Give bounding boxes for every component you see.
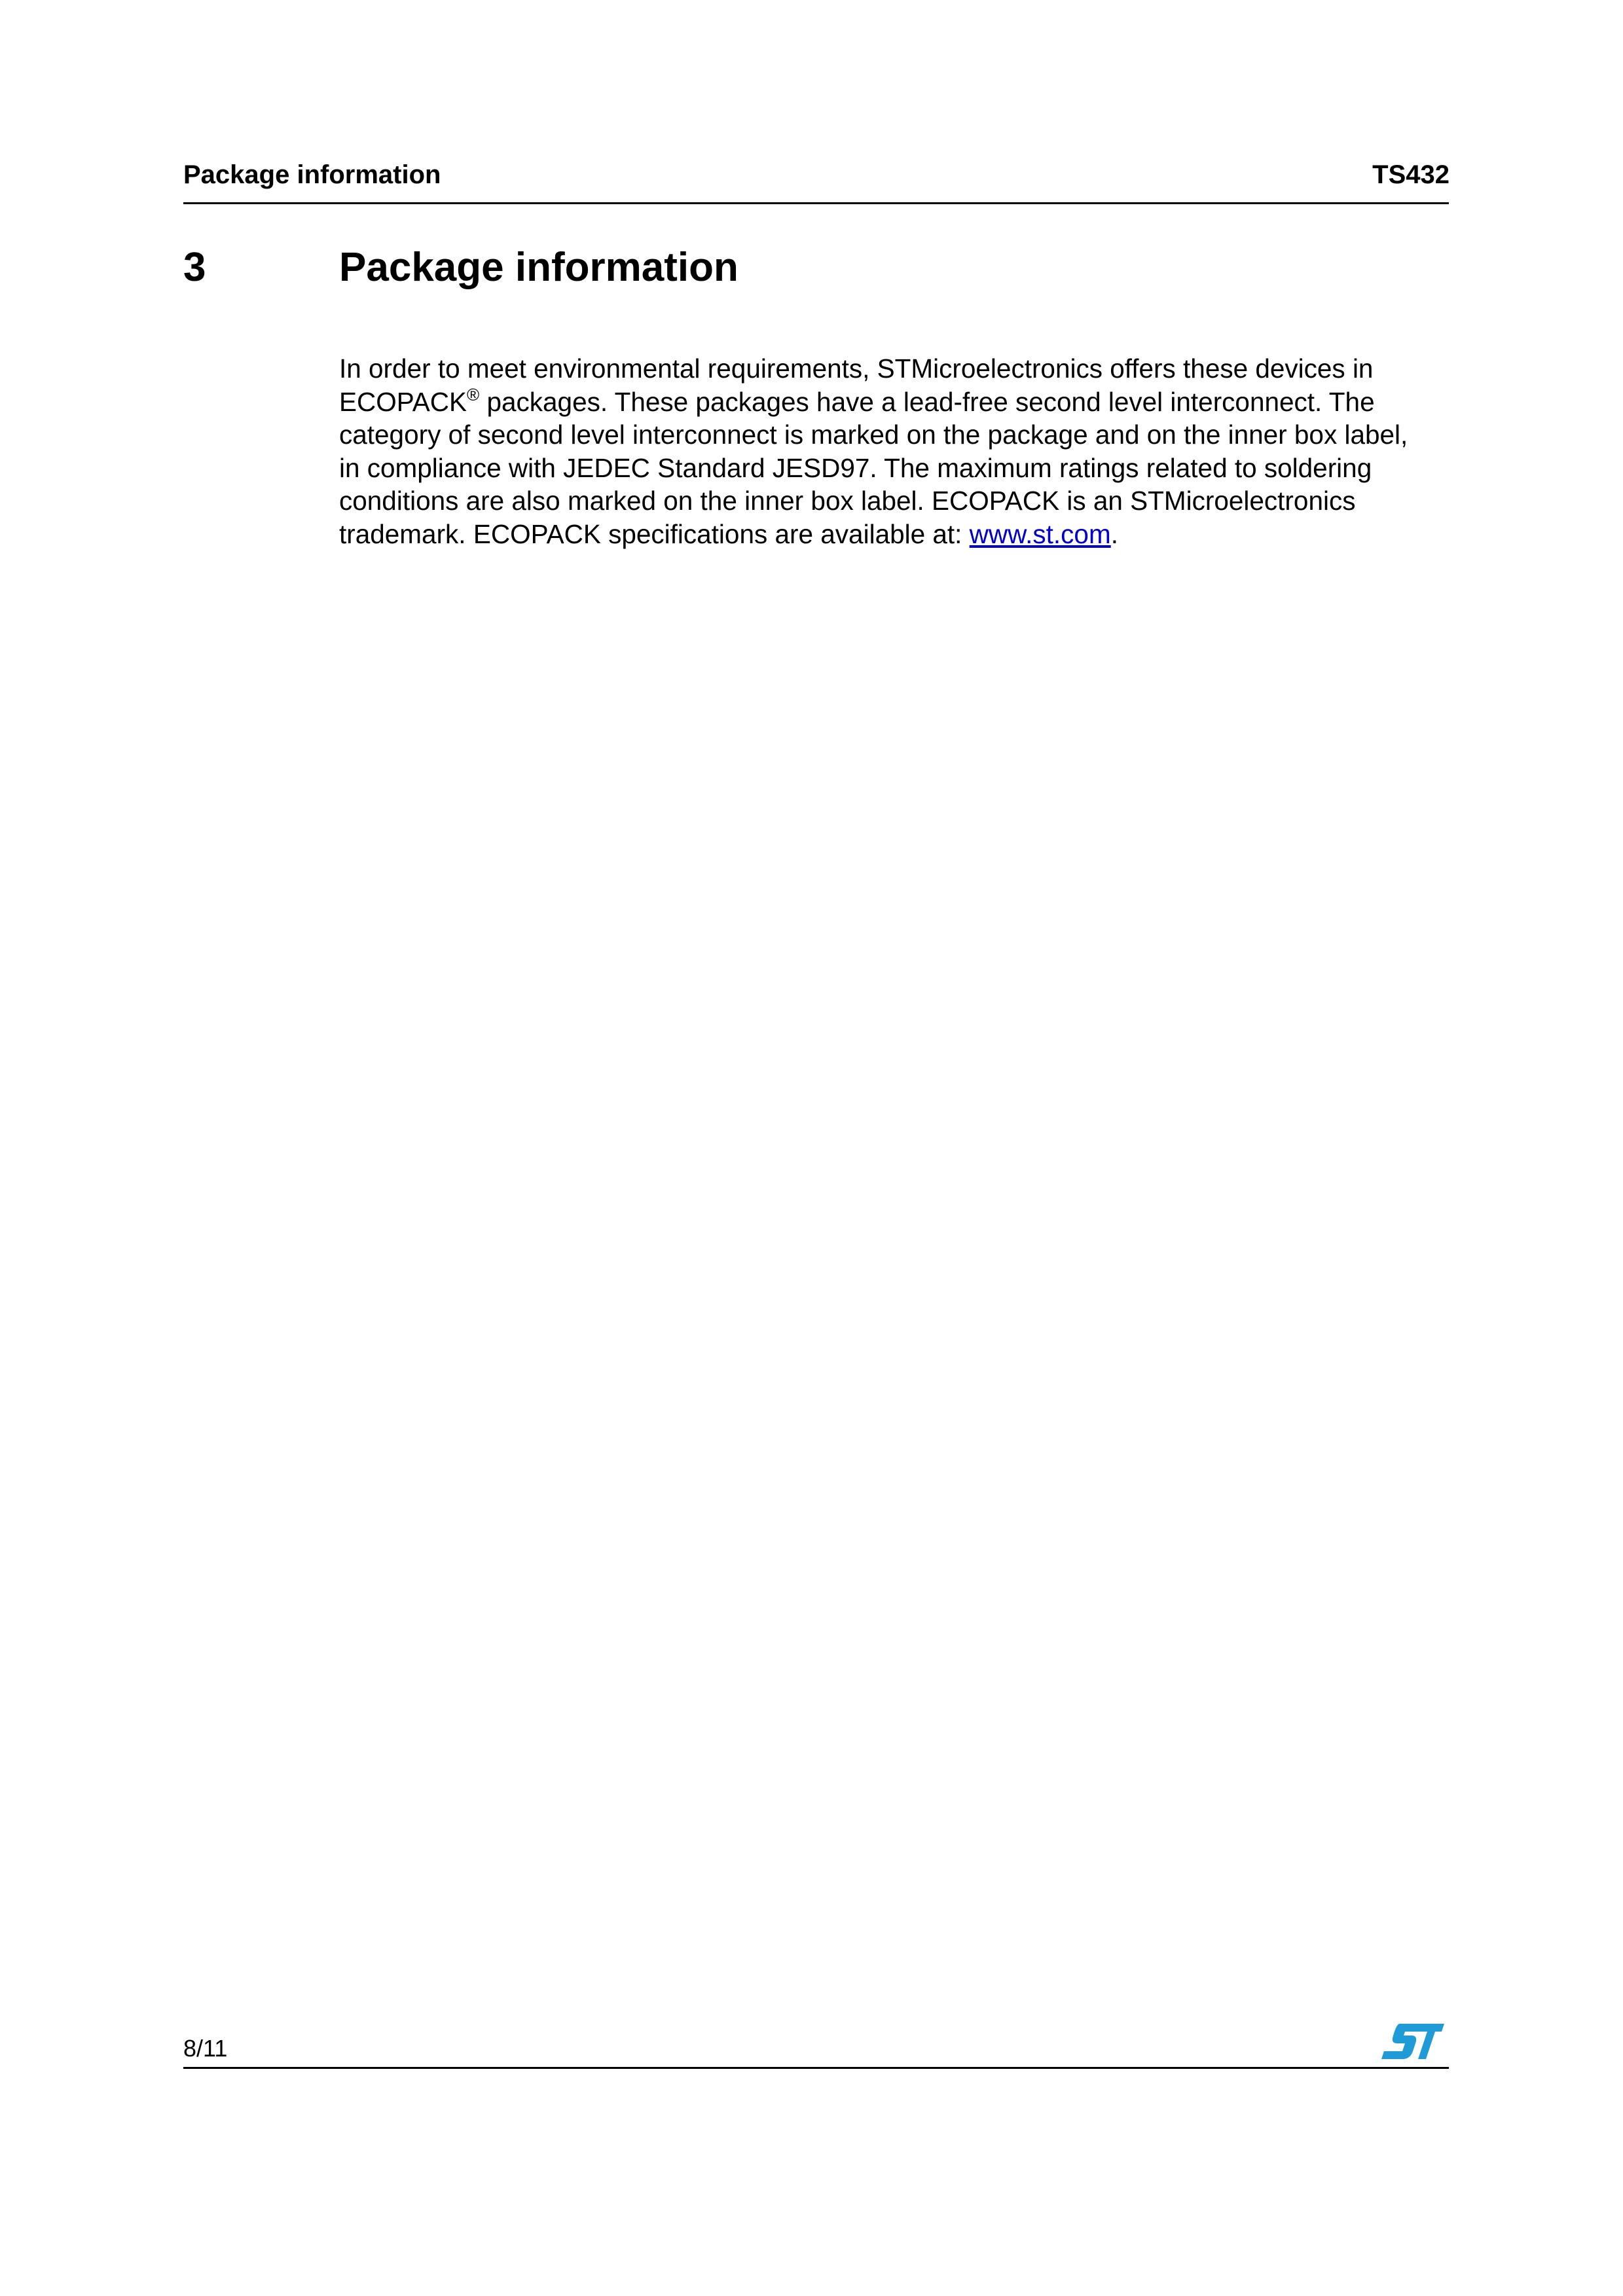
paragraph-line bbox=[339, 518, 1452, 551]
body-paragraph bbox=[339, 352, 1452, 550]
paragraph-text: packages. These packages have a lead-free second level interconnect. The bbox=[479, 386, 1375, 417]
paragraph-line: in compliance with JEDEC Standard JESD97. The maximum ratings related to soldering bbox=[339, 452, 1372, 483]
paragraph-line: conditions are also marked on the inner box label. ECOPACK is an STMicroelectronics bbox=[339, 486, 1356, 516]
st-website-link[interactable]: www.st.com bbox=[969, 518, 1111, 549]
st-logo-icon bbox=[1380, 2021, 1446, 2062]
registered-mark: ® bbox=[467, 384, 480, 404]
section-number: 3 bbox=[183, 245, 206, 290]
st-logo-graphic bbox=[1380, 2021, 1446, 2062]
running-header-section: Package information bbox=[183, 160, 441, 189]
paragraph-line: category of second level interconnect is marked on the package and on the inner box label, bbox=[339, 420, 1408, 450]
section-title: Package information bbox=[339, 245, 739, 290]
paragraph-line: In order to meet environmental requirements, STMicroelectronics offers these devices in bbox=[339, 353, 1374, 384]
ecopack-term: ECOPACK bbox=[339, 386, 467, 417]
paragraph-text: . bbox=[1110, 518, 1118, 549]
running-header-document-id: TS432 bbox=[1372, 160, 1450, 189]
footer-divider bbox=[183, 2067, 1449, 2069]
paragraph-text: trademark. ECOPACK specifications are available at: bbox=[339, 518, 970, 549]
header-divider bbox=[183, 202, 1449, 204]
page-number: 8/11 bbox=[183, 2035, 228, 2062]
paragraph-line bbox=[339, 386, 1452, 419]
